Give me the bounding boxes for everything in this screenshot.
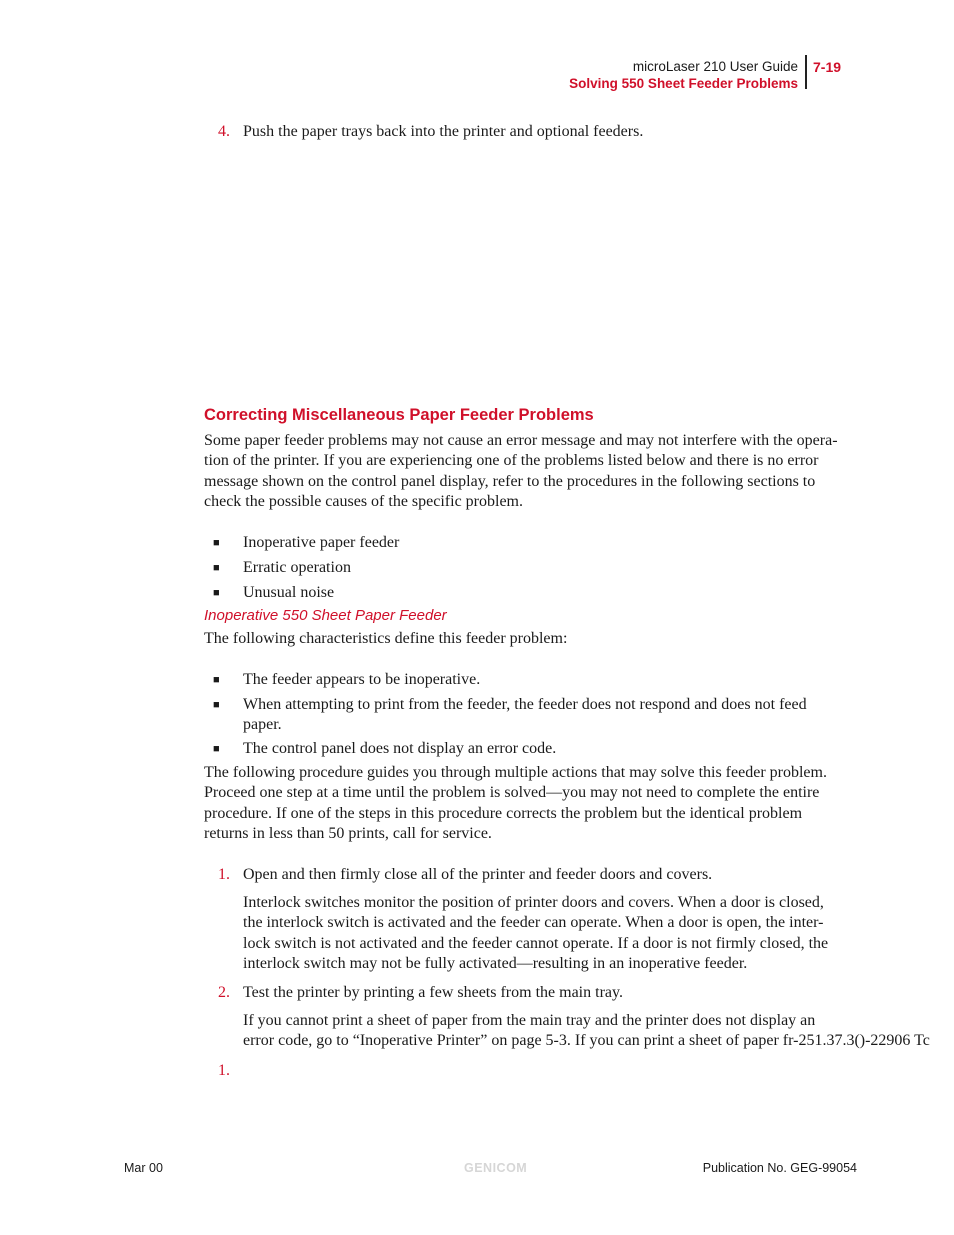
footer-publication: Publication No. GEG-99054 bbox=[702, 1161, 857, 1175]
step-detail-line: the interlock switch is activated and the feeder can operate. When a door is open, the inter- bbox=[243, 914, 824, 932]
step-text: Push the paper trays back into the printer and optional feeders. bbox=[243, 123, 644, 140]
list-item: The control panel does not display an error code. bbox=[243, 740, 557, 757]
procedure-line: returns in less than 50 prints, call for service. bbox=[204, 824, 492, 842]
header-divider bbox=[805, 55, 807, 89]
intro-line: message shown on the control panel display, refer to the procedures in the following sections to bbox=[204, 472, 816, 490]
step-detail-line: lock switch is not activated and the feeder cannot operate. If a door is not firmly closed, the bbox=[243, 934, 829, 952]
step-number: 1. bbox=[218, 1062, 230, 1079]
list-item: Erratic operation bbox=[243, 559, 351, 576]
list-item: The feeder appears to be inoperative. bbox=[243, 671, 481, 688]
procedure-line: procedure. If one of the steps in this procedure corrects the problem but the identical problem bbox=[204, 804, 803, 822]
header-guide-title: microLaser 210 User Guide bbox=[632, 59, 798, 74]
list-item-line: paper. bbox=[243, 716, 282, 734]
list-item bbox=[243, 695, 853, 736]
procedure-line: Proceed one step at a time until the problem is solved—you may not need to complete the entire bbox=[204, 784, 820, 802]
step-detail-line: Interlock switches monitor the position of printer doors and covers. When a door is closed, bbox=[243, 894, 824, 911]
step-number: 4. bbox=[218, 123, 230, 140]
procedure-paragraph bbox=[204, 763, 858, 844]
bullet-icon: ■ bbox=[213, 587, 220, 599]
step-detail-line: error code, go to “Inoperative Printer” on page 5-3. If you can print a sheet of paper fr-251.37.3()-22906 Tc bbox=[243, 1032, 930, 1050]
bullet-icon: ■ bbox=[213, 743, 220, 755]
step-detail-line: interlock switch may not be fully activated—resulting in an inoperative feeder. bbox=[243, 954, 748, 972]
step-detail-line: If you cannot print a sheet of paper from the main tray and the printer does not display an bbox=[243, 1012, 816, 1029]
bullet-icon: ■ bbox=[213, 674, 220, 686]
step-number: 1. bbox=[218, 866, 230, 883]
intro-line: check the possible causes of the specific problem. bbox=[204, 492, 523, 510]
step-detail bbox=[243, 1011, 954, 1052]
bullet-icon: ■ bbox=[213, 537, 220, 549]
bullet-icon: ■ bbox=[213, 699, 220, 711]
header-section-title: Solving 550 Sheet Feeder Problems bbox=[569, 76, 798, 91]
intro-line: Some paper feeder problems may not cause an error message and may not interfere with the opera- bbox=[204, 432, 838, 449]
step-text: Test the printer by printing a few sheets from the main tray. bbox=[243, 984, 623, 1001]
subsection-intro: The following characteristics define this feeder problem: bbox=[204, 630, 568, 647]
footer-logo: GENICOM bbox=[464, 1161, 528, 1175]
step-number: 2. bbox=[218, 984, 230, 1001]
list-item: Inoperative paper feeder bbox=[243, 534, 400, 551]
intro-line: tion of the printer. If you are experiencing one of the problems listed below and there is no error bbox=[204, 452, 819, 470]
list-item-line: When attempting to print from the feeder, the feeder does not respond and does not feed bbox=[243, 696, 807, 713]
step-detail bbox=[243, 893, 853, 974]
intro-paragraph bbox=[204, 431, 858, 512]
footer-date: Mar 00 bbox=[124, 1161, 163, 1175]
procedure-line: The following procedure guides you through multiple actions that may solve this feeder problem. bbox=[204, 764, 827, 781]
section-heading: Correcting Miscellaneous Paper Feeder Problems bbox=[204, 406, 594, 424]
page-number: 7-19 bbox=[813, 59, 842, 75]
subsection-heading: Inoperative 550 Sheet Paper Feeder bbox=[204, 607, 447, 624]
step-text: Open and then firmly close all of the printer and feeder doors and covers. bbox=[243, 866, 713, 883]
list-item: Unusual noise bbox=[243, 584, 335, 601]
bullet-icon: ■ bbox=[213, 562, 220, 574]
